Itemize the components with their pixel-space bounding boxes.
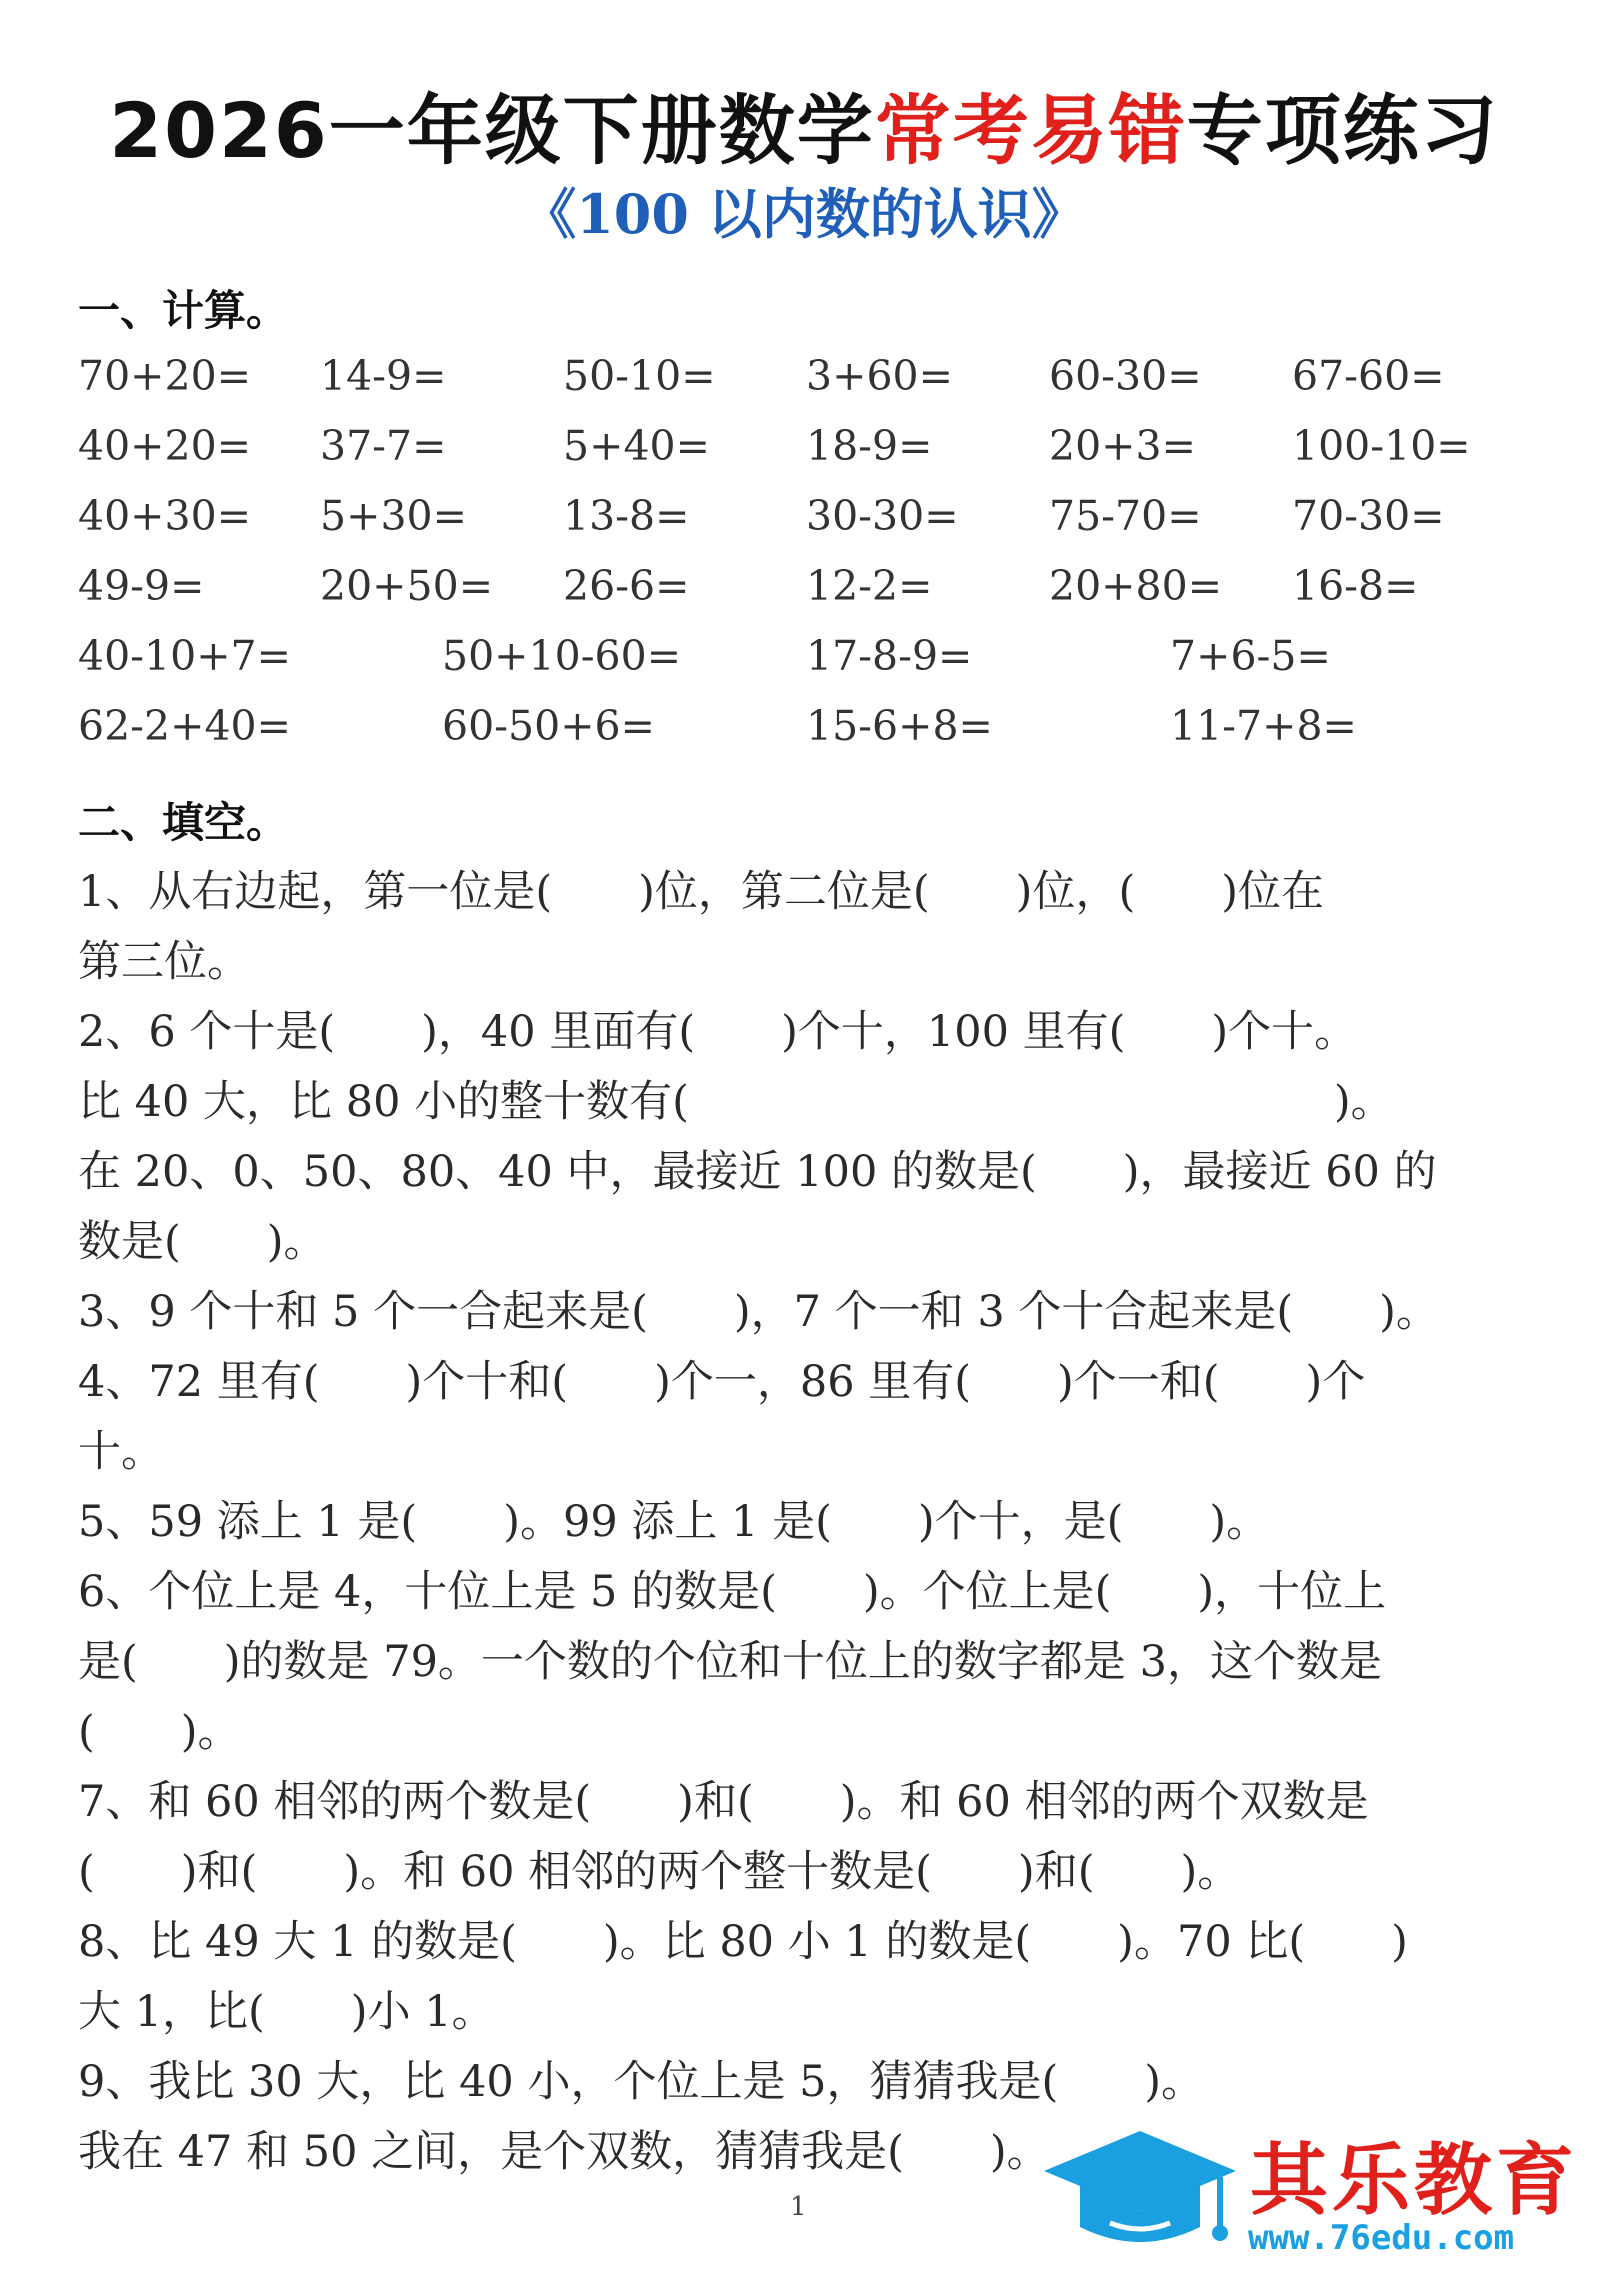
title-highlight: 常考易错 bbox=[874, 86, 1187, 175]
section-1-heading: 一、计算。 bbox=[78, 286, 289, 335]
calc-problem: 12-2= bbox=[806, 562, 933, 610]
question-line: 3、9 个十和 5 个一合起来是( )，7 个一和 3 个十合起来是( )。 bbox=[78, 1287, 1439, 1337]
calc-problem: 37-7= bbox=[320, 422, 447, 470]
calc-problem: 60-30= bbox=[1049, 352, 1202, 400]
graduation-cap-icon bbox=[1040, 2123, 1240, 2263]
calc-problem: 5+30= bbox=[320, 492, 467, 540]
calc-problem: 15-6+8= bbox=[806, 702, 993, 750]
title-part-2: 专项练习 bbox=[1186, 86, 1499, 175]
calc-problem: 5+40= bbox=[563, 422, 710, 470]
question-line: 数是( )。 bbox=[78, 1217, 327, 1267]
question-line: 大 1，比( )小 1。 bbox=[78, 1987, 495, 2037]
calc-problem: 16-8= bbox=[1292, 562, 1419, 610]
calc-problem: 40+20= bbox=[78, 422, 252, 470]
question-line: ( )。 bbox=[78, 1707, 241, 1757]
question-line: 6、个位上是 4，十位上是 5 的数是( )。个位上是( )，十位上 bbox=[78, 1567, 1387, 1617]
question-line: 比 40 大，比 80 小的整十数有( )。 bbox=[78, 1077, 1394, 1127]
calc-problem: 13-8= bbox=[563, 492, 690, 540]
question-line: 是( )的数是 79。一个数的个位和十位上的数字都是 3，这个数是 bbox=[78, 1637, 1382, 1687]
calc-problem: 62-2+40= bbox=[78, 702, 291, 750]
question-line: 9、我比 30 大，比 40 小，个位上是 5，猜猜我是( )。 bbox=[78, 2057, 1205, 2107]
calc-problem: 100-10= bbox=[1292, 422, 1471, 470]
calc-problem: 18-9= bbox=[806, 422, 933, 470]
question-line: 8、比 49 大 1 的数是( )。比 80 小 1 的数是( )。70 比( ) bbox=[78, 1917, 1408, 1967]
question-line: 在 20、0、50、80、40 中，最接近 100 的数是( )，最接近 60 的 bbox=[78, 1147, 1437, 1197]
title-part-1: 2026一年级下册数学 bbox=[109, 86, 875, 175]
calc-problem: 70+20= bbox=[78, 352, 252, 400]
calc-problem: 50-10= bbox=[563, 352, 716, 400]
page-number: 1 bbox=[790, 2192, 807, 2222]
calc-problem: 67-60= bbox=[1292, 352, 1445, 400]
brand-url: www.76edu.com bbox=[1248, 2218, 1515, 2258]
calc-problem: 30-30= bbox=[806, 492, 959, 540]
question-line: 5、59 添上 1 是( )。99 添上 1 是( )个十，是( )。 bbox=[78, 1497, 1270, 1547]
calc-problem: 14-9= bbox=[320, 352, 447, 400]
section-2-heading: 二、填空。 bbox=[78, 798, 289, 847]
calc-problem: 49-9= bbox=[78, 562, 205, 610]
calc-problem: 3+60= bbox=[806, 352, 953, 400]
calc-problem: 40+30= bbox=[78, 492, 252, 540]
page-subtitle: 《100 以内数的认识》 bbox=[522, 182, 1086, 246]
question-line: 7、和 60 相邻的两个数是( )和( )。和 60 相邻的两个双数是 bbox=[78, 1777, 1369, 1827]
question-line: ( )和( )。和 60 相邻的两个整十数是( )和( )。 bbox=[78, 1847, 1241, 1897]
page-title bbox=[0, 70, 1608, 179]
calc-problem: 20+50= bbox=[320, 562, 494, 610]
calc-problem: 50+10-60= bbox=[442, 632, 682, 680]
calc-problem: 26-6= bbox=[563, 562, 690, 610]
calc-problem: 20+3= bbox=[1049, 422, 1196, 470]
question-line: 我在 47 和 50 之间，是个双数，猜猜我是( )。 bbox=[78, 2127, 1050, 2177]
brand-name: 其乐教育 bbox=[1250, 2136, 1579, 2226]
question-line: 第三位。 bbox=[78, 937, 250, 987]
calc-problem: 40-10+7= bbox=[78, 632, 291, 680]
question-line: 1、从右边起，第一位是( )位，第二位是( )位，( )位在 bbox=[78, 867, 1325, 917]
calc-problem: 20+80= bbox=[1049, 562, 1223, 610]
brand-logo bbox=[1040, 2118, 1600, 2268]
question-line: 2、6 个十是( )，40 里面有( )个十，100 里有( )个十。 bbox=[78, 1007, 1358, 1057]
calc-problem: 70-30= bbox=[1292, 492, 1445, 540]
calc-problem: 7+6-5= bbox=[1170, 632, 1331, 680]
question-line: 十。 bbox=[78, 1427, 164, 1477]
calc-problem: 17-8-9= bbox=[806, 632, 973, 680]
question-line: 4、72 里有( )个十和( )个一，86 里有( )个一和( )个 bbox=[78, 1357, 1366, 1407]
calc-problem: 11-7+8= bbox=[1170, 702, 1357, 750]
calc-problem: 75-70= bbox=[1049, 492, 1202, 540]
calc-problem: 60-50+6= bbox=[442, 702, 655, 750]
